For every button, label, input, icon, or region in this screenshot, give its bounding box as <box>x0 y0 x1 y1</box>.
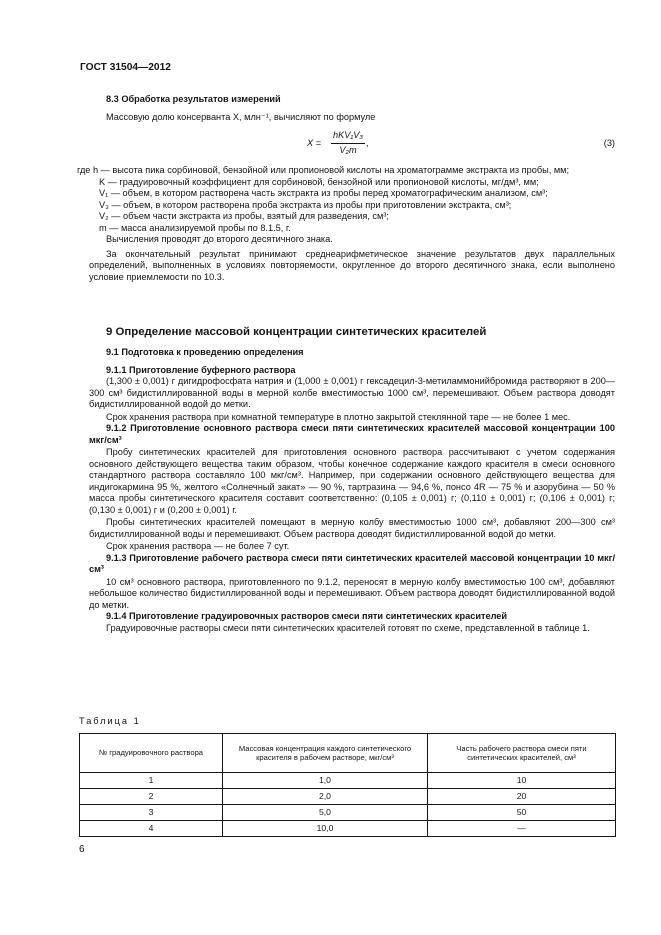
paragraph: Срок хранения раствора — не более 7 сут. <box>106 541 290 552</box>
table-row <box>80 789 616 805</box>
table-cell: — <box>428 821 616 837</box>
table-header-cell: Часть рабочего раствора смеси пяти синтетических красителей, см³ <box>428 734 616 773</box>
formula-comma: , <box>366 138 369 148</box>
table-row <box>80 805 616 821</box>
formula-3 <box>89 129 615 161</box>
paragraph: Срок хранения раствора при комнатной температуре в плотно закрытой стеклянной таре — не более 1 мес. <box>106 411 571 422</box>
list-item: V₂ — объем части экстракта из пробы, взятый для разведения, см³; <box>99 211 389 221</box>
paragraph: Массовую долю консерванта X, млн⁻¹, вычисляют по формуле <box>106 111 376 122</box>
table-cell: 10 <box>428 773 616 789</box>
list-item: m — масса анализируемой пробы по 8.1.5, г. <box>99 222 291 233</box>
table-header-row <box>80 734 616 773</box>
table-caption: Таблица 1 <box>79 716 141 726</box>
paragraph: 10 см³ основного раствора, приготовленного по 9.1.2, переносят в мерную колбу вместимостью 100 см³, добавляют небольшое количество бидистиллированной воды и перемешивают. Объем раствора доводят бидистиллированной водой до метки. <box>89 576 615 610</box>
table-header-cell: Массовая концентрация каждого синтетического красителя в рабочем растворе, мкг/см³ <box>223 734 428 773</box>
table-cell: 5,0 <box>223 805 428 821</box>
list-item: где h — высота пика сорбиновой, бензойной или пропионовой кислоты на хроматограмме экстракта из пробы, мм; <box>77 165 570 175</box>
paragraph: Пробы синтетических красителей помещают в мерную колбу вместимостью 1000 см³, добавляют 200—300 см³ бидистиллированной воды и перемешивают. Объем раствора доводят бидистиллированной водой до метки. <box>89 517 615 539</box>
paragraph: Вычисления проводят до второго десятичного знака. <box>106 234 333 244</box>
formula-numerator: hKV₁V₃ <box>331 130 365 144</box>
table-row <box>80 821 616 837</box>
subsection-title: 9.1.2 Приготовление основного раствора смеси пяти синтетических красителей массовой концентрации 100 мкг/см³ <box>89 423 615 445</box>
subsection-title: 9.1.1 Приготовление буферного раствора <box>106 364 296 375</box>
table-header-cell: № градуировочного раствора <box>80 734 223 773</box>
document-header: ГОСТ 31504—2012 <box>80 62 171 73</box>
section-8-3 <box>77 94 615 283</box>
variable-list <box>77 165 615 234</box>
subsection-title: 9.1 Подготовка к проведению определения <box>106 347 304 358</box>
paragraph: За окончательный результат принимают среднеарифметическое значение результатов двух параллельных определений, выполненных в условиях повторяемости, округленное до второго десятичного знака, если выполнено условие приемлемости по 10.3. <box>89 248 615 282</box>
table-cell: 2,0 <box>223 789 428 805</box>
paragraph: Пробу синтетических красителей для приготовления основного раствора рассчитывают с учетом содержания основного действующего вещества таким образом, чтобы конечное содержание каждого красителя в смеси основного стандартного раствора составляло 100 мкг/см³. Например, при содержании основного действующего вещества для индигокармина 95 %, желтого «Солнечный закат» — 90 %, тартразина — 94,6 %, понсо 4R — 75 % и азорубина — 50 % масса пробы синтетического красителя составит соответственно: (0,105 ± 0,001) г; (0,110 ± 0,001) г; (0,106 ± 0,001) г; (0,130 ± 0,001) г и (0,200 ± 0,001) г. <box>89 447 615 515</box>
table-cell: 20 <box>428 789 616 805</box>
table-cell: 1,0 <box>223 773 428 789</box>
table-row <box>80 773 616 789</box>
section-title: 8.3 Обработка результатов измерений <box>106 94 281 104</box>
formula-fraction <box>331 130 365 156</box>
subsection-title: 9.1.3 Приготовление рабочего раствора смеси пяти синтетических красителей массовой концентрации 10 мкг/см³ <box>89 552 615 575</box>
page-number: 6 <box>79 844 85 855</box>
formula-lhs: X = <box>307 138 322 148</box>
table-1 <box>79 733 616 837</box>
table-cell: 2 <box>80 789 223 805</box>
paragraph: (1,300 ± 0,001) г дигидрофосфата натрия и (1,000 ± 0,001) г гексадецил-3-метиламмонийбромида растворяют в 200—300 см³ бидистиллированной воды в мерной колбе вместимостью 1000 см³, перемешивают. Объем раствора доводят бидистиллированной водой до метки. <box>89 376 615 410</box>
list-item: K — градуировочный коэффициент для сорбиновой, бензойной или пропионовой кислоты, мг/дм³, мм; <box>99 176 539 187</box>
section-9 <box>89 325 615 634</box>
table-cell: 1 <box>80 773 223 789</box>
table-cell: 4 <box>80 821 223 837</box>
formula-denominator: V₂m <box>339 144 357 155</box>
subsection-title: 9.1.4 Приготовление градуировочных растворов смеси пяти синтетических красителей <box>106 611 508 622</box>
list-item: V₁ — объем, в котором растворена часть экстракта из пробы перед хроматографическим анализом, см³; <box>99 188 548 198</box>
list-item: V₃ — объем, в котором растворена проба экстракта из пробы при приготовлении экстракта, см³; <box>99 199 512 210</box>
table-cell: 3 <box>80 805 223 821</box>
formula-number: (3) <box>603 138 615 148</box>
paragraph: Градуировочные растворы смеси пяти синтетических красителей готовят по схеме, представленной в таблице 1. <box>106 622 590 633</box>
section-title: 9 Определение массовой концентрации синтетических красителей <box>106 326 487 338</box>
table-cell: 50 <box>428 805 616 821</box>
table-cell: 10,0 <box>223 821 428 837</box>
